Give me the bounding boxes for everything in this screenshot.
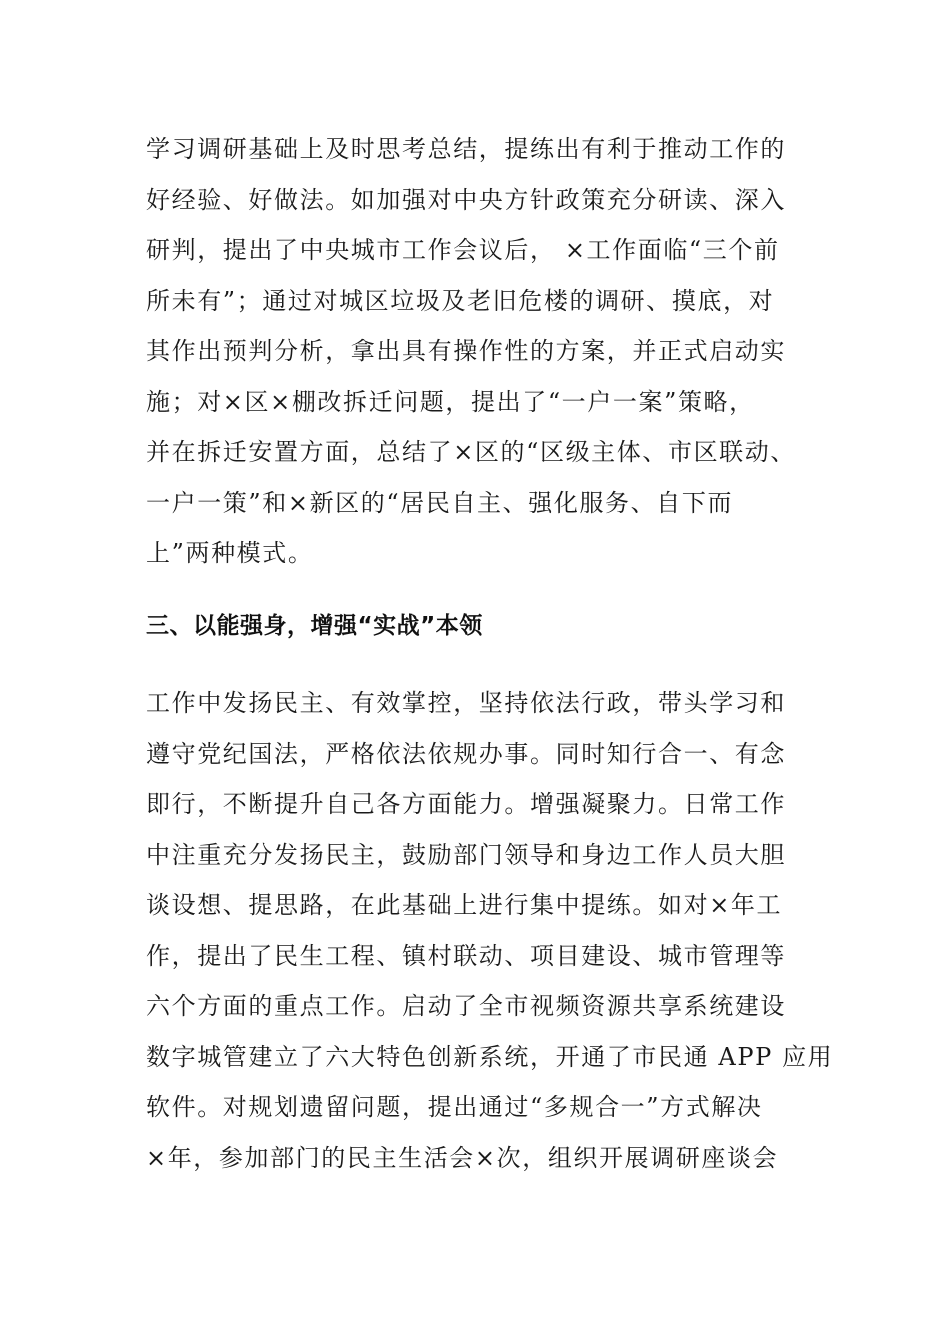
text-line: 施；对×区×棚改拆迁问题，提出了“一户一案”策略， <box>146 387 755 416</box>
text-line: 即行，不断提升自己各方面能力。增强凝聚力。日常工作 <box>146 790 786 818</box>
section-heading: 三、以能强身，增强“实战”本领 <box>146 613 483 639</box>
text-line: 研判，提出了中央城市工作会议后， ×工作面临“三个前 <box>146 236 780 264</box>
text-line: 六个方面的重点工作。启动了全市视频资源共享系统建设 <box>146 992 786 1020</box>
text-line: 其作出预判分析，拿出具有操作性的方案，并正式启动实 <box>146 337 786 365</box>
text-line: 遵守党纪国法，严格依法依规办事。同时知行合一、有念 <box>146 739 786 768</box>
text-line: 一户一策”和×新区的“居民自主、强化服务、自下而 <box>146 488 734 517</box>
text-line: 中注重充分发扬民主，鼓励部门领导和身边工作人员大胆 <box>146 840 786 869</box>
body-paragraph-2 <box>146 678 834 1183</box>
text-line: 工作中发扬民主、有效掌控，坚持依法行政，带头学习和 <box>146 689 786 717</box>
text-line: 数字城管建立了六大特色创新系统，开通了市民通 APP 应用 <box>146 1042 834 1071</box>
body-paragraph-1 <box>146 124 826 579</box>
text-line: 所未有”；通过对城区垃圾及老旧危楼的调研、摸底，对 <box>146 286 775 315</box>
text-line: 好经验、好做法。如加强对中央方针政策充分研读、深入 <box>146 185 786 214</box>
text-line: 软件。对规划遗留问题，提出通过“多规合一”方式解决 <box>146 1093 763 1121</box>
text-line: 并在拆迁安置方面，总结了×区的“区级主体、市区联动、 <box>146 438 796 466</box>
text-line: 上”两种模式。 <box>146 539 314 567</box>
text-line: 作，提出了民生工程、镇村联动、项目建设、城市管理等 <box>146 941 786 970</box>
text-line: 谈设想、提思路，在此基础上进行集中提练。如对×年工 <box>146 891 783 919</box>
text-line: ×年，参加部门的民主生活会×次，组织开展调研座谈会 <box>146 1143 779 1172</box>
text-line: 学习调研基础上及时思考总结，提练出有利于推动工作的 <box>146 135 786 163</box>
